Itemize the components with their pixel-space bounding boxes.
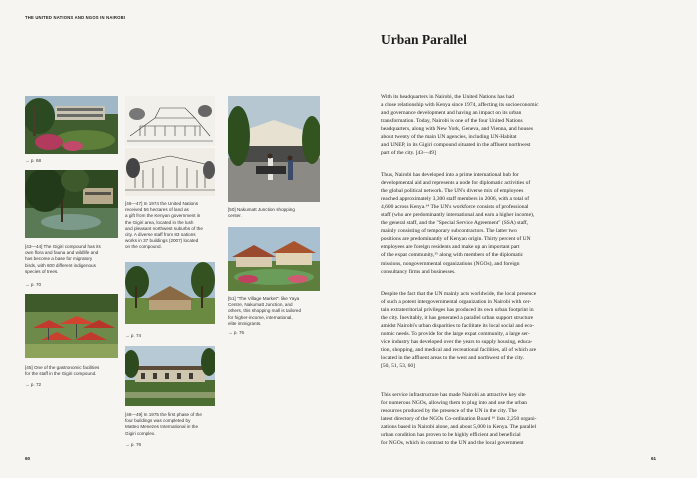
photo-un-sketch-aerial <box>125 96 215 146</box>
photo-un-sketch-street <box>125 148 215 196</box>
page-reference: → p. 68 <box>25 158 42 163</box>
caption-50: [50] Nakumatt Junction shopping center. <box>228 207 295 219</box>
page-reference: → p. 76 <box>125 442 142 447</box>
body-paragraph: Despite the fact that the UN mainly acts worldwide, the local presence of such a potent intergovernmental organization in Nairobi with cer- tain extraterritorial privileges has produced its own urban footprint in the city. Inevitably, it has generated a parallel urban support structure amidst Nairobi's urban disparities to facilitate its local social and eco- nomic needs. To provide for the large expat community, a large ser- vice industry has developed over the years to supply housing, educa- tion, shopping, and medical and recreational facilities, all of which are located in the affluent areas to the west and northwest of the city. [50, 51, 53, 60] <box>381 291 537 370</box>
photo-first-phase-buildings <box>125 346 215 406</box>
caption-45: [45] One of the gastronomic facilities for the staff in the Gigiri compound. <box>25 365 100 377</box>
photo-gigiri-pond <box>25 170 118 238</box>
page-reference: → p. 72 <box>25 382 42 387</box>
photo-gigiri-garden <box>25 96 118 154</box>
page-reference: → p. 70 <box>25 282 42 287</box>
body-paragraph: Thus, Nairobi has developed into a prime international hub for developmental aid and represents a node for diplomatic activities of the global political network. The UN's diverse mix of employees reached approximately 3,300 staff members in 2006, with a total of 4,600 across Kenya.¹⁴ The UN's workforce consists of professional staff (who are predominantly international and earn a higher income), the general staff, and the "Special Service Agreement" (SSA) staff, mainly consisting of temporary subcontractors. The latter two positions are predominantly of Kenyan origin. Thirty percent of UN employees are foreign residents and make up an important part of the expat community,¹⁵ along with members of the diplomatic missions, nongovernmental organizations (NGOs), and foreign consultancy firms and businesses. <box>381 172 535 275</box>
photo-gastronomic-facility <box>25 294 118 358</box>
photo-gigiri-pavilion <box>125 262 215 324</box>
caption-51: [51] "The Village Market": like Yaya Centre, Nakumatt Junction, and others, this shopping mall is tailored for higher-income, international, elite immigrants. <box>228 296 302 326</box>
photo-village-market <box>228 227 320 291</box>
page-reference: → p. 74 <box>125 333 142 338</box>
page-number-left: 60 <box>25 456 31 461</box>
caption-43-44: [43—44] The Gigiri compound has its own flora and fauna and wildlife and has become a base for migratory birds, with 600 different indigenous species of trees. <box>25 244 101 274</box>
caption-46-47: [46—47] In 1974 the United Nations received 56 hectares of land as a gift from the Kenyan government in the Gigiri area, located in the lush and pleasant northwest suburbs of the city. A diverse staff from 83 nations works in 37 buildings (2007) located on the compound. <box>125 201 203 250</box>
page-reference: → p. 76 <box>228 330 245 335</box>
page-title: Urban Parallel <box>381 32 467 47</box>
caption-48-49: [48—49] In 1975 the first phase of the four buildings was completed by Matteo Menezes International in the Gigiri complex. <box>125 412 202 436</box>
running-head: THE UNITED NATIONS AND NGOS IN NAIROBI <box>25 15 126 20</box>
page-number-right: 61 <box>651 456 657 461</box>
body-paragraph: With its headquarters in Nairobi, the United Nations has had a close relationship with Kenya since 1974, affecting its socioeconomic and governance development and having an impact on its urban transformation. Today, Nairobi is one of the four United Nations headquarters, along with New York, Geneva, and Vienna, and houses about twenty of the main UN agencies, including UN-Habitat and UNEP, in its Gigiri compound situated in the affluent northwest part of the city. [43—49] <box>381 94 539 157</box>
photo-nakumatt-junction <box>228 96 320 202</box>
body-paragraph: This service infrastructure has made Nairobi an attractive key site for numerous NGOs, allowing them to plug into and use the urban resources produced by the presence of the UN in the city. The latest directory of the NGOs Co-ordination Board ¹⁶ lists 2,250 organi- zations based in Nairobi alone, and about 5,000 in Kenya. The parallel urban condition has proven to be highly efficient and beneficial for NGOs, which in contrast to the UN and the local government <box>381 392 537 447</box>
